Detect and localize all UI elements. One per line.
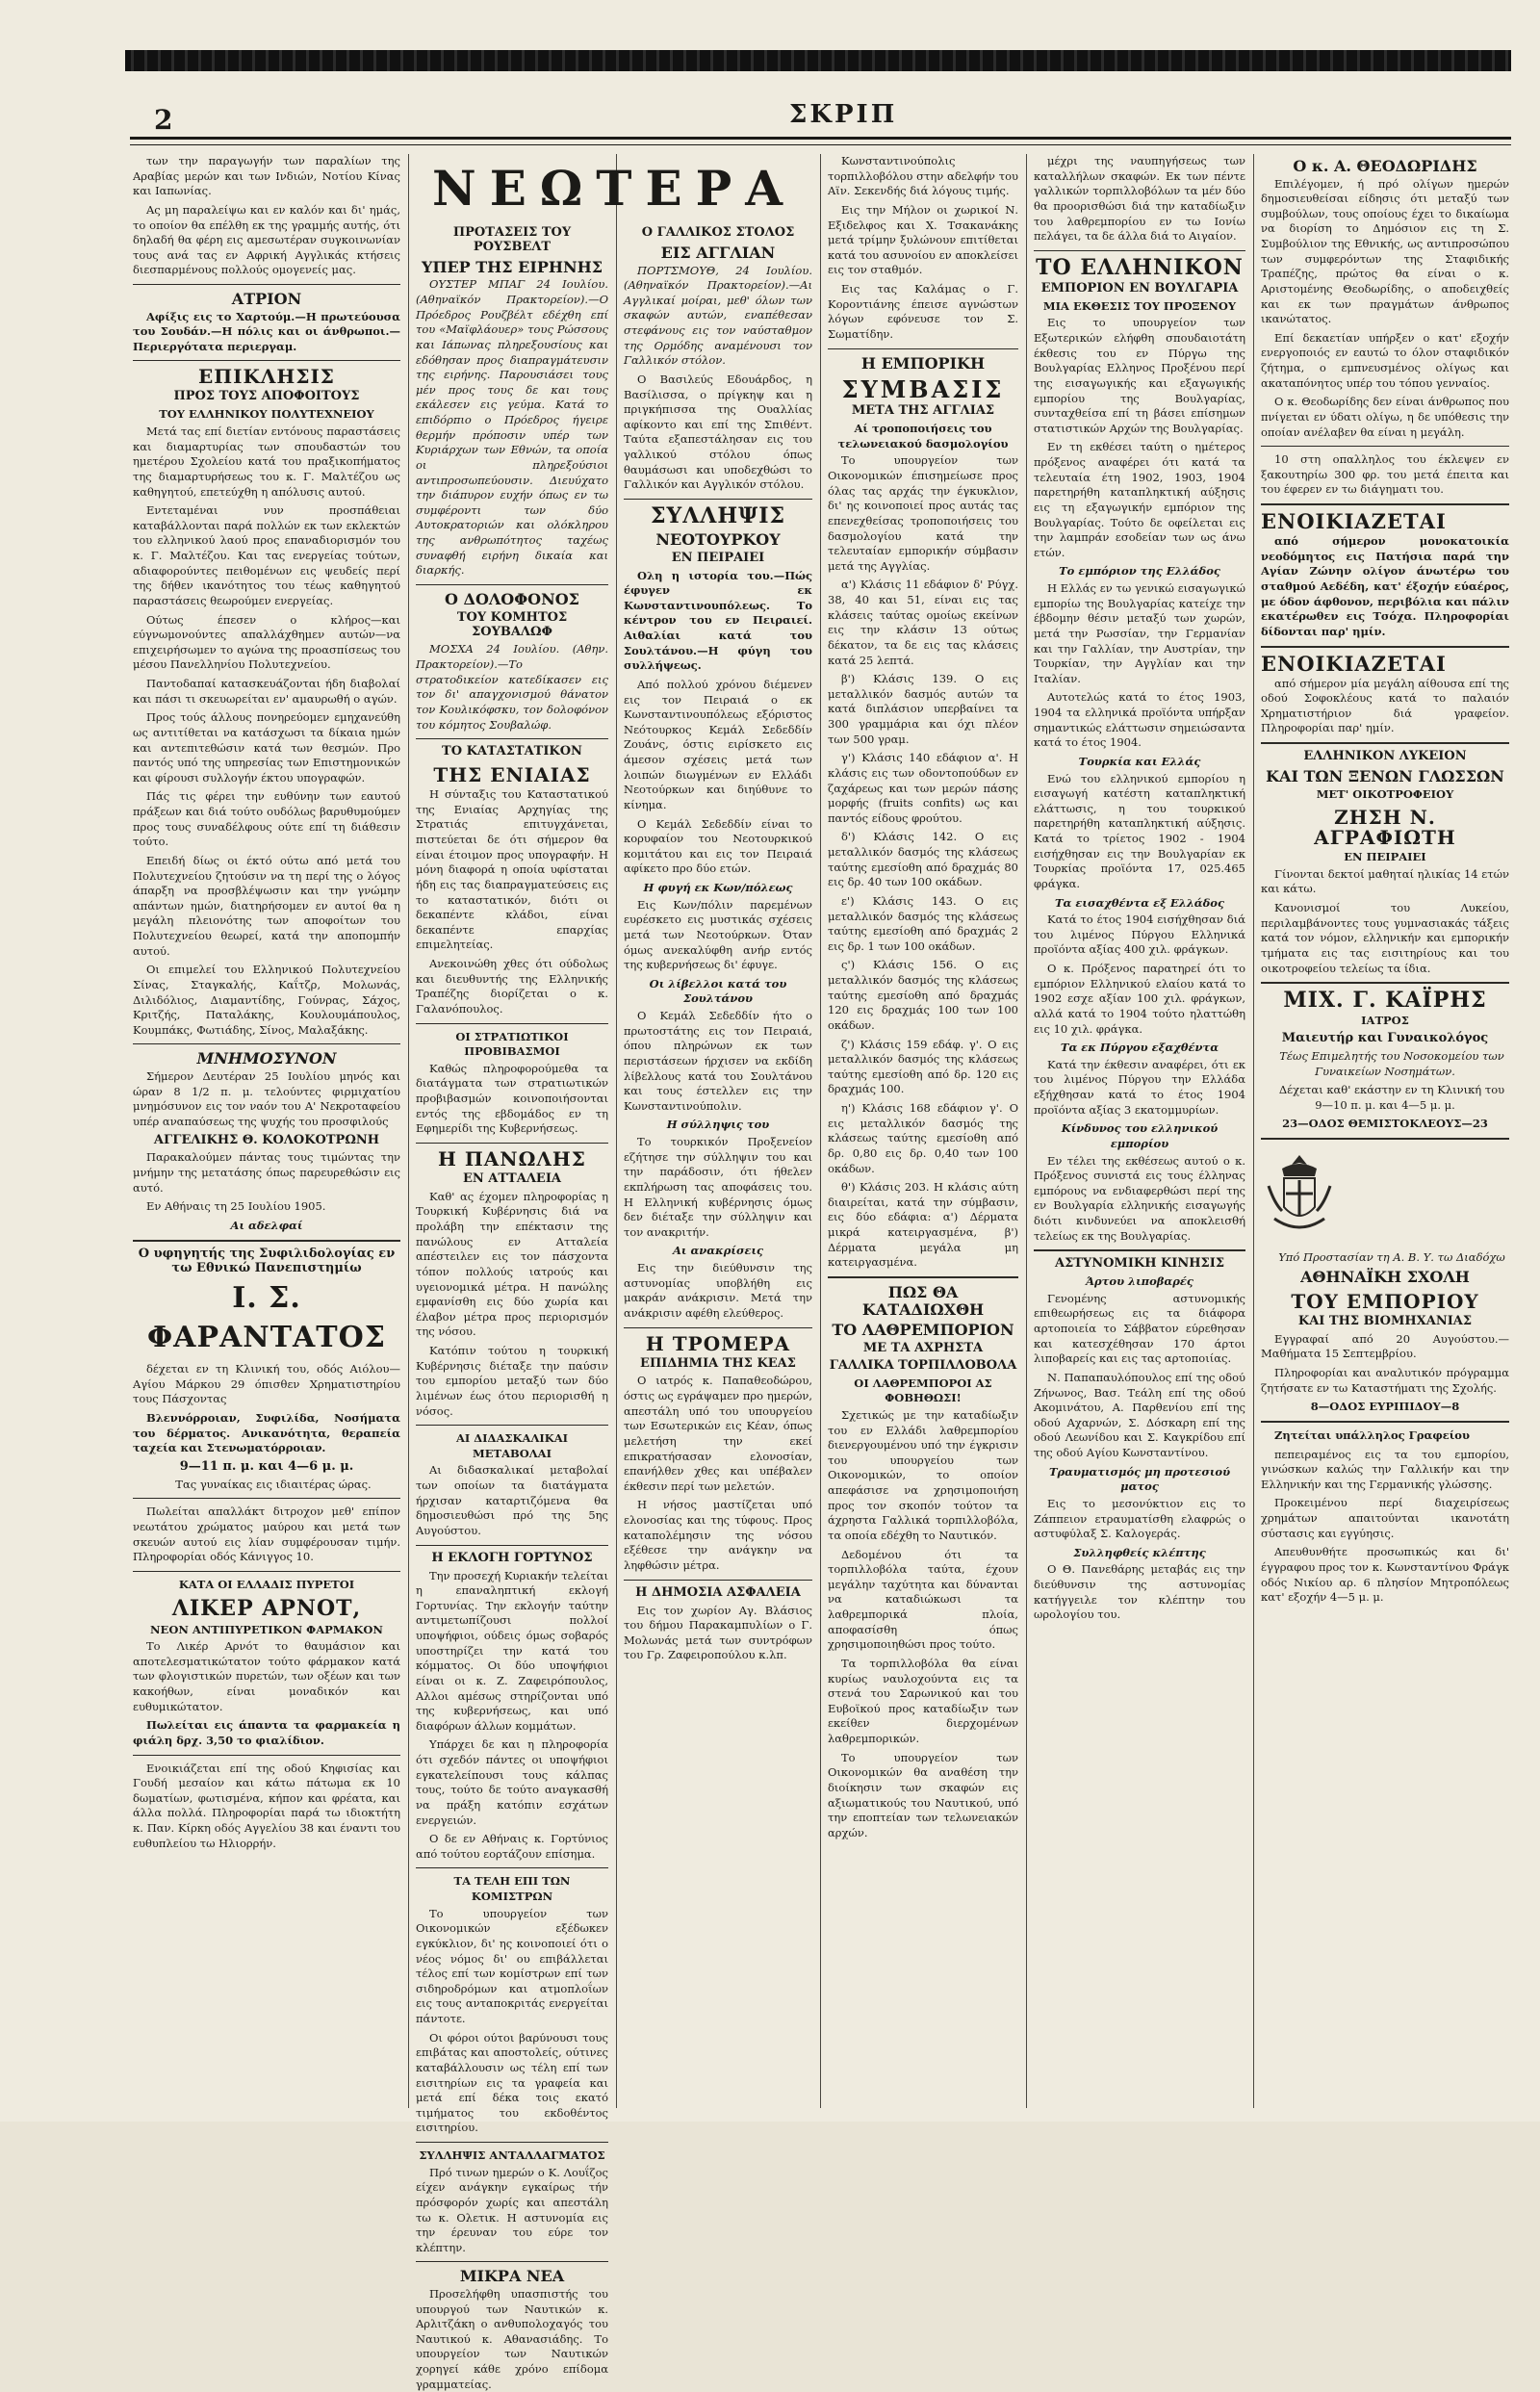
article-text: Προς τούς άλλους πονηρεύομεν εμηχανεύθη ως αντιτίθεται να κατάσχωσι τα δίκαια ημών και αντεπιτεθώσιν κατά των θεσμών. Προ παντός υπό της υπηρεσίας των Επιστημονικών και φίρουσι συλλογήν έκτου υπογραφών. [133,710,400,784]
article-text: Παρακαλούμεν πάντας τους τιμώντας την μνήμην της μετατάσης όπως παρευρεθώσιν εις αυτό. [133,1150,400,1195]
column-5 [1034,154,1245,2108]
section-subtitle: ΕΠΙΔΗΜΙΑ ΤΗΣ ΚΕΑΣ [640,1355,796,1371]
section-subtitle: Αι ανακρίσεις [672,1244,764,1258]
article-text: Εις τας Καλάμας ο Γ. Κοροντιάνης έπεισε αγνώστων λόγων εφόνευσε τον Σ. Σωματίδην. [828,282,1018,341]
section-subtitle: ΟΙ ΛΑΘΡΕΜΠΟΡΟΙ ΑΣ ΦΟΒΗΘΩΣΙ! [854,1376,992,1405]
section-subtitle: ΜΕ ΤΑ ΑΧΡΗΣΤΑ [862,1340,984,1355]
section-subtitle: Οι λίβελλοι κατά του Σουλτάνου [649,976,787,1006]
ad-title: ΕΛΛΗΝΙΚΟΝ ΛΥΚΕΙΟΝ [1303,749,1467,764]
article-text: Από πολλού χρόνου διέμενεν εις τον Πειραιά ο εκ Κωνσταντινουπόλεως εξόριστος Νεότουρκος Κεμάλ Σεδεδδίν Ζουάνς, όστις ειρίσκετο εις άμεσον σχέσεις μετά των λοιπών διωγμένων εν Ελλάδι Νεοτούρκων και διηύθυνε το κίνημα. [624,677,812,811]
article-text: Καθ' ας έχομεν πληροφορίας η Τουρκική Κυβέρνησις διά να προλάβη την επέκτασιν της πανώλους εν Ατταλεία απέστειλεν εις τον πάσχοντα τόπον πολλούς ιατρούς και υγειονομικά μέτρα. Η πανώλης εμφανίσθη εις δύο χωρία και έλαβον μέτρα προς περιορισμόν της νόσου. [416,1189,608,1339]
article-text: Ενώ του ελληνικού εμπορίου η εισαγωγή κατέστη καταπληκτική ελάττωσις, η του τουρκικού παρετηρήθη καταπληκτική αύξησις. Κατά το τρίετος 1902 - 1904 εισήχθησαν εις την Βουλγαρίαν εκ Τουρκίας προϊόντα 17, 025.465 φράγκα. [1034,771,1245,890]
article-text: Κωνσταντινούπολις τορπιλλοβόλου στην αδελφήν του Αϊν. Σεκενδής διά λόγους τιμής. [828,154,1018,198]
section-subtitle: Άρτου λιποβαρές [1086,1274,1194,1289]
section-subtitle: Τουρκία και Ελλάς [1078,754,1201,768]
article-text: Σήμερον Δευτέραν 25 Ιουλίου μηνός και ώραν 8 1/2 π. μ. τελούντες φιρμιχατίου μνημόσυνον εις τον ναόν του Α' Νεκροταφείου υπέρ αναπαύσεως της ψυχής του προσφιλούς [133,1069,400,1128]
article-text: Κατά το έτος 1904 εισήχθησαν διά του λιμένος Πύργου Ελληνικά προϊόντα αξίας 400 χιλ. φράγκων. [1034,913,1245,957]
ad-subtitle: ΚΑΙ ΤΗΣ ΒΙΟΜΗΧΑΝΙΑΣ [1297,1313,1473,1328]
article-text: Ο κ. Θεοδωρίδης δεν είναι άνθρωπος που πνίγεται εν ύδατι ολίγω, η δε υπόθεσις την οποίαν ανέλαβεν θα είναι η μεγάλη. [1261,395,1509,439]
column-1 [133,154,400,2108]
article-text: Εις το μεσονύκτιον εις το Ζάππειον ετραυματίσθη ελαφρώς ο αστυφύλαξ Σ. Καλογεράς. [1034,1496,1245,1541]
article-text: ε') Κλάσις 143. Ο εις μεταλλικόν δασμός της κλάσεως ταύτης εμεσίοθη από δραχμάς 2 εις δρ. 1 των 100 οκάδων. [828,893,1018,953]
article-text: Αι διδασκαλικαί μεταβολαί των οποίων τα διατάγματα ήρχισαν καταρτιζόμενα θα δημοσιευθώσι πρό της 5ης Αυγούστου. [416,1463,608,1537]
article-text: ΜΟΣΧΑ 24 Ιουλίου. (Αθην. Πρακτορείον).—Το στρατοδικείον κατεδίκασεν εις τον δι' απαγχονισμού θάνατον τον Κουλικόφσκυ, τον δολοφόνον του κόμητος Σουβαλώφ. [416,642,608,732]
article-text: Ο Θ. Πανεθάρης μεταβάς εις την διεύθυνσιν της αστυνομίας κατήγγειλε τον κλέπτην του ωρολογίου του. [1034,1562,1245,1622]
article-text: Εις την διεύθυνσιν της αστυνομίας υποβλήθη εις μακράν ανάκρισιν. Μετά την ανάκρισιν αφέθη ελεύθερος. [624,1261,812,1320]
section-title: Ο ΔΟΛΟΦΟΝΟΣ [445,589,579,608]
column-rule [1253,154,1254,2108]
article-text: Εν τη εκθέσει ταύτη ο ημέτερος πρόξενος αναφέρει ότι κατά τα τελευταία έτη 1902, 1903, 1904 παρετηρήθη καταπληκτική αύξησις εις τη εξαγωγικήν εμπόριον της Βουλγαρίας. Τούτο δε οφείλεται εις την λαμπράν εσοδείαν των ως άνω ετών. [1034,440,1245,559]
ad-text: Κανονισμοί του Λυκείου, περιλαμβάνοντες τους γυμνασιακάς τάξεις κατά τον νόμον, ελληνικήν και εμπορικήν τμήματα εις τας εισιτηρίους και του οικοτροφείου τελείως τα ίδια. [1261,901,1509,975]
article-text: Εις Κων/πόλιν παρεμένων ευρέσκετο εις μυστικάς σχέσεις μετά των Νεοτούρκων. Όταν όμως ανεκαλύφθη ανήρ εντός της κυβερνήσεως δι' έφυγε. [624,897,812,972]
ad-intro: Υπό Προστασίαν τη Α. Β. Υ. τω Διαδόχω [1278,1249,1505,1264]
article-text: Επειδή δίως οι έκτό ούτω από μετά του Πολυτεχνείου ζητούσιν να τη περί της ο λόγος άπαρξη να προσβλέψωσιν και την γνώμην απάντων ημών, διατηρήσομεν εν αυτοί θα η μεγάλη πλειονότης των αποφοίτων του Πολυτεχνείου θεωρεί, κατά την αποπομπήν αυτού. [133,853,400,958]
section-subtitle: ΜΙΑ ΕΚΘΕΣΙΣ ΤΟΥ ΠΡΟΞΕΝΟΥ [1042,298,1237,313]
section-title: Ο κ. Α. ΘΕΟΔΩΡΙΔΗΣ [1293,157,1477,175]
article-text: α') Κλάσις 11 εδάφιον δ' Ρύγχ. 38, 40 και 51, είναι εις τας κλάσεις ταύτας ομοίως εκείνων εις την κλάσιν 13 ούτως δέκατον, τα δε εις τας κλάσεις κατά 25 λεπτά. [828,578,1018,667]
article-text: Ο κ. Πρόξενος παρατηρεί ότι το εμπόριον Ελληνικού ελαίου κατά το 1902 εσχε αξίαν 100 χιλ. φράγκων, αλλά κατά το 1904 τούτο ηλαττώθη εις 10 χιλ. φράγκα. [1034,962,1245,1036]
section-subtitle: Η σύλληψις του [666,1118,770,1132]
ad-hours: 9—11 π. μ. και 4—6 μ. μ. [179,1458,354,1474]
column-rule [408,154,409,2108]
article-text: Σχετικώς με την καταδίωξιν του εν Ελλάδι λαθρεμπορίου διενεργουμένου υπό την έγκρισιν του υπουργείου των Οικονομικών, το οποίον απεφάσισε να χρησιμοποιήση προς τον σκοπόν τούτον τα άχρηστα Γαλλικά τορπιλλοβόλα, τα οποία εδέχθη το Ναυτικόν. [828,1407,1018,1542]
ad-text: από σήμερον μία μεγάλη αίθουσα επί της οδού Σοφοκλέους κατά το παλαιόν Χρηματιστήριον διά γραφείον. Πληροφορίαι παρ' ημίν. [1261,676,1509,735]
ad-subtitle: ΜΕΤ' ΟΙΚΟΤΡΟΦΕΙΟΥ [1316,786,1454,801]
article-text: Υπάρχει δε και η πληροφορία ότι σχεδόν πάντες οι υποψήφιοι εγκατελείπουσι τους κάλπας τους, τούτο δε τούτο αναγκασθή να πράξη κατόπιν εσχάτων ενεργειών. [416,1737,608,1827]
article-text: Γενομένης αστυνομικής επιθεωρήσεως εις τα διάφορα αρτοποιεία το Σάββατον εύρεθησαν και κατεσχέθησαν 170 άρτοι λιποβαρείς και εις τας αρτοποιίας. [1034,1291,1245,1366]
article-text: Πάς τις φέρει την ευθύνην των εαυτού πράξεων και διά τούτο ουδόλως βαρυθυμούμεν προς τους συναδέλφους ούτε επί τη διάθεσιν τούτο. [133,789,400,849]
ad-text: Απευθυνθήτε προσωπικώς και δι' έγγραφου προς τον κ. Κωνσταντίνου Φράγκ οδός Νικίου αρ. 6 πλησίον Μητροπόλεως κατ' εξοχήν 4—5 μ. μ. [1261,1545,1509,1605]
article-text: γ') Κλάσις 140 εδάφιον α'. Η κλάσις εις των οδοντοπούδων εν ζαχάρεως και των μερών πάσης μορφής (fruits confits) ως και παντός είδους φρούτου. [828,751,1018,825]
article-text: Το υπουργείον των Οικονομικών έπισημείωσε προς όλας τας αρχάς την έγκυκλιον, δι' ης κοινοποιεί προς αυτάς τας επενεχθείσας τροποποιήσεις του δασμολογίου κατά την τελευταίαν εμπορικήν σύμβασιν μετά της Αγγλίας. [828,453,1018,573]
article-text: ΠΟΡΤΣΜΟΥΘ, 24 Ιουλίου. (Αθηναϊκόν Πρακτορείον).—Αι Αγγλικαί μοίραι, μεθ' όλων των σκαφών αυτών, εναπέθεσαν στεφάνους εις τον ναύσταθμον της Ορμόδης αναμένουσι τον Γαλλικόν στόλον. [624,263,812,368]
ad-title: ΑΘΗΝΑΪΚΗ ΣΧΟΛΗ [1300,1268,1470,1287]
column-3 [624,223,812,2108]
section-title: ΟΙ ΣΤΡΑΤΙΩΤΙΚΟΙ ΠΡΟΒΙΒΑΣΜΟΙ [455,1029,569,1059]
ad-text: Γίνονται δεκτοί μαθηταί ηλικίας 14 ετών και κάτω. [1261,866,1509,896]
ad-text: Ενοικιάζεται επί της οδού Κηφισίας και Γουδή μεσαίον και κάτω πάτωμα εκ 10 δωματίων, φωτισμένα, κήπον και φρέατα, και άλλα πολλά. Πληροφορίαι παρά τω ιδιοκτήτη κ. Παν. Κίρκη οδός Αγγελίου 38 και έναντι του ευθυπλείου τω Ηλιορρήν. [133,1761,400,1850]
ad-title: ΕΝΟΙΚΙΑΖΕΤΑΙ [1261,651,1447,676]
ad-text: από σήμερον μονοκατοικία νεοδόμητος εις Πατήσια παρά την Αγίαν Ζώνην ολίγον άνωτέρω του σταθμού Αεδέδη, κατ' έξοχήν εύαέρος, με όδον άφθονον, περιβόλια και πάλιν εκατέρωθεν εις Τσόχα. Πληροφορίαι δίδονται παρ' ημίν. [1261,534,1509,638]
ad-name: ΛΙΚΕΡ ΑΡΝΟΤ, [171,1596,362,1622]
article-text: Παντοδαπαί κατασκευάζονται ήδη διαβολαί και πάσι τι σκευωρείται εν' αμαυρωθή ο αγών. [133,677,400,706]
section-title: ΕΠΙΚΛΗΣΙΣ [198,365,335,389]
doctor-name: Ι. Σ. ΦΑΡΑΝΤΑΤΟΣ [147,1281,386,1355]
section-subtitle: ΕΝ ΑΤΤΑΛΕΙΑ [462,1170,561,1186]
section-title: ΣΥΜΒΑΣΙΣ [841,375,1005,404]
section-subtitle: ΤΟΥ ΚΟΜΗΤΟΣ ΣΟΥΒΑΛΩΦ [456,609,568,639]
doctor-name: ΜΙΧ. Γ. ΚΑΪΡΗΣ [1283,988,1487,1014]
doctor-specialty: Μαιευτήρ και Γυναικολόγος [1281,1030,1489,1045]
ad-text: Βλεννόρροιαν, Συφιλίδα, Νοσήματα του δέρματος. Ανικανότητα, θεραπεία ταχεία και Στενωματόρροιαν. [133,1410,400,1455]
section-title: ΤΟ ΕΛΛΗΝΙΚΟΝ [1036,254,1244,280]
ad-title: ΚΑΤΑ ΟΙ ΕΛΛΑΔΙΣ ΠΥΡΕΤΟΙ [178,1577,355,1591]
memorial-name: ΑΓΓΕΛΙΚΗΣ Θ. ΚΟΛΟΚΟΤΡΩΝΗ [153,1132,380,1147]
ad-text: Το Λικέρ Αρνότ το θαυμάσιον και αποτελεσματικώτατον τούτο φάρμακον κατά των φλογιστικών πυρετών, των οξέων και των κακοήθων, είναι μοναδικόν και ευθυμικώτατον. [133,1639,400,1713]
section-title: ΜΝΗΜΟΣΥΝΟΝ [196,1049,337,1068]
royal-crest-icon [1261,1151,1338,1240]
section-title: Η ΠΑΝΩΛΗΣ [438,1146,586,1170]
section-subtitle: ΕΜΠΟΡΙΟΝ ΕΝ ΒΟΥΛΓΑΡΙΑ [1040,280,1239,296]
section-subtitle: ΕΝ ΠΕΙΡΑΙΕΙ [671,550,765,565]
column-4 [828,154,1018,2108]
article-text: ζ') Κλάσις 159 εδάφ. γ'. Ο εις μεταλλικόν δασμός της κλάσεως ταύτης εμεσίοθη από δρ. 120 εις δραχμάς 100. [828,1037,1018,1096]
column-rule [616,154,617,2108]
ad-text: πεπειραμένος εις τα του εμπορίου, γινώσκων καλώς την Γαλλικήν και την Ελληνικήν και της Γερμανικής γλώσσης. [1261,1447,1509,1491]
article-text: Εν τέλει της εκθέσεως αυτού ο κ. Πρόξενος συνιστά εις τους έλληνας εμπόρους να ενδιαφερθώσι περί της εν Βουλγαρία ελληνικής εισαγωγής διότι κινδυνεύει να αποκλεισθή τελείως εκ της Βουλγαρίας. [1034,1153,1245,1243]
article-text: Αφίξις εις το Χαρτούμ.—Η πρωτεύουσα του Σουδάν.—Η πόλις και οι άνθρωποι.—Περιεργότατα περιεργαμ. [133,309,400,353]
ad-title: ΕΝΟΙΚΙΑΖΕΤΑΙ [1261,509,1447,534]
memorial-date: Εν Αθήναις τη 25 Ιουλίου 1905. [146,1199,326,1214]
article-text: Εις τον χωρίον Αγ. Βλάσιος του δήμου Παρακαμπυλίων ο Γ. Μολωνάς μετά των συντρόφων του Γρ. Ζαφειροπούλου κ.λπ. [624,1603,812,1662]
section-subtitle: Τραυματισμός μη προτεσιού ματος [1048,1464,1231,1494]
article-text: Επί δεκαετίαν υπήρξεν ο κατ' εξοχήν ενεργοποιός εν εαυτώ το όλον σταφιδικόν ζήτημα, ο εμπνευσμένος ολίγως και ακαταπόνητος υπέρ του τόπου γενναίος. [1261,330,1509,390]
section-subtitle: ΜΕΤΑ ΤΗΣ ΑΓΓΛΙΑΣ [851,403,995,419]
article-text: Την προσεχή Κυριακήν τελείται η επαναληπτική εκλογή Γορτυνίας. Την εκλογήν ταύτην αντιμετωπίζουσι πολλοί υποψήφιοι, ούδεις όμως σοβαρός υποστηρίζει την κατά του κόμματος. Οι δύο υποψήφιοι είναι οι κ. Ζ. Ζαφειρόπουλος, Αλλοι αμέσως στηρίζονται υπό της κυβερνήσεως, και υπό διαφόρων άλλων κομμάτων. [416,1568,608,1733]
ad-text: Πληροφορίαι και αναλυτικόν πρόγραμμα ζητήσατε εν τω Καταστήματι της Σχολής. [1261,1366,1509,1395]
masthead: ΣΚΡΙΠ [789,100,898,129]
section-subtitle: Τα εισαχθέντα εξ Ελλάδος [1055,895,1224,910]
article-text: Το υπουργείον των Οικονομικών θα αναθέση την διοίκησιν των σκαφών εις αξιωματικούς του Ναυτικού, υπό την εποπτείαν των τελωνειακών αρχών. [828,1750,1018,1839]
column-2 [416,223,608,2391]
ad-subtitle: ΕΝ ΠΕΙΡΑΙΕΙ [1344,850,1426,864]
ad-text: Πωλείται εις άπαντα τα φαρμακεία η φιάλη δρχ. 3,50 το φιαλίδιον. [133,1718,400,1747]
article-text: Οι φόροι ούτοι βαρύνουσι τους επιβάτας και αποστολείς, ούτινες καταβάλλουσιν ως τέλη επί των εισιτηρίων εις τα γραφεία και μετά επί δέκα τοις εκατό τιμήματος του εκδοθέντος εισιτηρίου. [416,2030,608,2135]
article-text: Αυτοτελώς κατά το έτος 1903, 1904 τα ελληνικά προϊόντα υπήρξαν σημαντικώς ελάττωσιν σημειώσαντα κατά το έτος 1904. [1034,690,1245,750]
section-subtitle: ΤΗΣ ΕΝΙΑΙΑΣ [433,763,591,787]
article-text: Ν. Παπαπαυλόπουλος επί της οδού Ζήνωνος, Βασ. Τεάλη επί της οδού Ακομινάτου, Α. Παρθενίου επί της οδού Αχαρνών, Σ. Δόσκαρη επί της οδού Λεωνίδου και Σ. Καγκρίδου επί της οδού Αγίου Κωνσταντίνου. [1034,1370,1245,1460]
ad-intro: Ο υφηγητής της Συφιλιδολογίας εν τω Εθνικώ Πανεπιστημίω [138,1246,396,1275]
article-text: Ο Κεμάλ Σεδεδδίν ήτο ο πρωτοστάτης εις τον Πειραιά, όπου πληρώνων εκ των περιστάσεων ήρχισεν να εκδίδη λίβελλους κατά του Σουλτάνου και τους έστελλεν εις την Κωνσταντινούπολιν. [624,1009,812,1113]
article-text: Η Ελλάς εν τω γενικώ εισαγωγικώ εμπορίω της Βουλγαρίας κατείχε την έβδομην θέσιν μεταξύ των χωρών, μετά την Ρωσσίαν, την Γερμανίαν και την Γαλλίαν, την Αυστρίαν, την Τουρκίαν, την Αγγλίαν και την Ιταλίαν. [1034,581,1245,685]
article-text: Το υπουργείον των Οικονομικών εξέδωκεν εγκύκλιον, δι' ης κοινοποιεί ότι ο νέος νόμος δι' ου επιβάλλεται τέλος επί των κομίστρων επί των σιδηροδρόμων και ατμοπλοΐων εις τους ανταποκριτάς ενεργείται πάντοτε. [416,1906,608,2025]
article-text: δ') Κλάσις 142. Ο εις μεταλλικόν δασμός της κλάσεως ταύτης εμεσίοθη από δραχμάς 80 εις δρ. 40 των 100 οκάδων. [828,830,1018,889]
memorial-sign: Αι αδελφαί [230,1218,303,1232]
ad-text: Δέχεται καθ' εκάστην εν τη Κλινική του 9—10 π. μ. και 4—5 μ. μ. [1278,1083,1505,1112]
section-title: ΜΙΚΡΑ ΝΕΑ [459,2267,565,2286]
section-title: ΤΟ ΛΑΘΡΕΜΠΟΡΙΟΝ [832,1321,1014,1340]
ad-text: Προκειμένου περί διαχειρίσεως χρημάτων απαιτούνται ικανοτάτη σύστασις και εγγύησις. [1261,1496,1509,1540]
page-number: 2 [154,104,173,136]
ad-text: δέχεται εν τη Κλινική του, οδός Αιόλου—Αγίου Μάρκου 29 όπισθεν Χρηματιστηρίου τους Πάσχοντας [133,1362,400,1406]
article-text: Οι επιμελεί του Ελληνικού Πολυτεχνείου Σίνας, Σταγκαλής, Καΐτζρ, Μολωνάς, Διλιδόλιος, Διαμαντίδης, Γούνρας, Σάχος, Κριτζής, Παταλάκης, Κουλουμάπουλος, Κουμπάκς, Φωτιάδης, Σίνος, Μαλαξάκης. [133,963,400,1037]
ad-address: 23—ΟΔΟΣ ΘΕΜΙΣΤΟΚΛΕΟΥΣ—23 [1282,1117,1488,1131]
section-subtitle: Η φυγή εκ Κων/πόλεως [643,881,793,895]
article-text: Ο ιατρός κ. Παπαθεοδώρου, όστις ως εγράψαμεν προ ημερών, απεστάλη υπό του υπουργείου των Εσωτερικών εις Κέαν, όπως μελετήση την εκεί επικρατήσασαν ελονοσίαν, επανήλθεν χθες και υπέβαλεν έκθεσιν περί των μελετών. [624,1374,812,1493]
article-text: Κατά την έκθεσιν αναφέρει, ότι εκ του λιμένος Πύργου την Ελλάδα εξήχθησαν κατά το έτος 1904 προϊόντα αξίας 3 εκατομμυρίων. [1034,1057,1245,1117]
ad-text: Πωλείται απαλλάκτ διτροχον μεθ' επίπον νεωτάτου χρώματος μαύρου και μετά των σκευών αυτού εις λίαν συμφέρουσαν τιμήν. Πληροφορίαι οδός Κάνιγγος 10. [133,1505,400,1564]
doctor-title: ΙΑΤΡΟΣ [1361,1014,1409,1028]
article-text: θ') Κλάσις 203. Η κλάσις αύτη διαιρείται, κατά την σύμβασιν, εις δύο εδάφια: α') Δέρματα μικρά κατειργασμένα, β') Δέρματα μεγάλα μη κατειργασμένα. [828,1180,1018,1270]
column-6 [1261,154,1509,2108]
article-text: των την παραγωγήν των παραλίων της Αραβίας μερών και των Ινδιών, Νοτίου Κίνας και Ιαπωνίας. [133,154,400,198]
section-subtitle: ΠΡΟΣ ΤΟΥΣ ΑΠΟΦΟΙΤΟΥΣ [173,389,360,404]
section-subtitle: Αί τροποποιήσεις του τελωνειακού δασμολογίου [837,422,1009,450]
article-text: ς') Κλάσις 156. Ο εις μεταλλικόν δασμός της κλάσεως ταύτης εμεσίοθη από δραχμάς 120 εις δραχμάς 100 των 100 οκάδων. [828,958,1018,1032]
ad-subtitle: ΤΟΥ ΕΜΠΟΡΙΟΥ [1291,1289,1479,1313]
column-rule [820,154,821,2108]
section-title: Ο ΓΑΛΛΙΚΟΣ ΣΤΟΛΟΣ [641,225,795,240]
article-text: Πρό τινων ημερών ο Κ. Λουΐζος είχεν ανάγκην εγκαίρως τήν πρόσφορόν χωρίς και απεστάλη τω κ. Ολετικ. Η αστυνομία εις την έρευναν του εύρε τον κλέπτην. [416,2165,608,2254]
top-band [125,50,1511,71]
section-title: ΣΥΛΛΗΨΙΣ ΑΝΤΑΛΛΑΓΜΑΤΟΣ [419,2148,605,2162]
article-text: Εντεταμέναι νυν προσπάθειαι καταβάλλονται παρά πολλών εκ των εκλεκτών του ελληνικού λαού προς επαναδιορισμόν του κ. Γ. Μαλτέζου. Και τας ενεργείας τούτων, αδιαφορούντες πειθομένων εις ψευδείς περί της δήθεν ικανότητος του τέως καθηγητού παραστάσεις θεωρούμεν ενεργείας. [133,503,400,607]
article-text: Εις το υπουργείον των Εξωτερικών ελήφθη σπουδαιοτάτη έκθεσις του εν Πύργω της Βουλγαρίας Ελληνος Προξένου περί της εισαγωγικής και εξαγωγικής εμπορίου της Βουλγαρίας, συνταχθείσα επί τη βάσει επίσημων στατιστικών Αρχών της Βουλγαρίας. [1034,316,1245,435]
article-text: β') Κλάσις 139. Ο εις μεταλλικόν δασμός αυτών τα κατά διπλάσιον υπερβαίνει τα 300 γραμμάρια και όχι πλέον των 500 γραμ. [828,672,1018,746]
section-title: ΤΟ ΚΑΤΑΣΤΑΤΙΚΟΝ [442,744,582,759]
section-title: ΣΥΛΛΗΨΙΣ [650,502,786,528]
section-title: ΠΩΣ ΘΑ ΚΑΤΑΔΙΩΧΘΗ [861,1282,985,1319]
ad-name: ΖΗΣΗ Ν. ΑΓΡΑΦΙΩΤΗ [1314,806,1456,850]
section-title: Η ΕΜΠΟΡΙΚΗ [860,353,986,373]
neotera-banner: ΝΕΩΤΕΡΑ [431,160,797,217]
article-text: Εις την Μήλον οι χωρικοί Ν. Εξιδελφος και Χ. Τσακανάκης μετά τρίμην ξυλώνουν επιτίθεται κατά του ασυνοίου εν αποκλείσει εις τον σταθμόν. [828,202,1018,277]
section-title: ΑΣΤΥΝΟΜΙΚΗ ΚΙΝΗΣΙΣ [1054,1256,1225,1272]
ad-text: Τας γυναίκας εις ιδιαιτέρας ώρας. [175,1477,372,1491]
ad-address: 8—ΟΔΟΣ ΕΥΡΙΠΙΔΟΥ—8 [1310,1400,1460,1414]
section-subtitle: Τα εκ Πύργου εξαχθέντα [1060,1041,1219,1055]
header-rule [130,137,1511,140]
article-text: Δεδομένου ότι τα τορπιλλοβόλα ταύτα, έχουν μεγάλην ταχύτητα και δύνανται να καταδιώκωσι τα λαθρεμπορικά πλοία, αποφασίσθη όπως χρησιμοποιηθώσι προς τούτο. [828,1547,1018,1652]
section-subtitle: Το εμπόριον της Ελλάδος [1059,564,1220,579]
article-text: Η νήσος μαστίζεται υπό ελονοσίας και της τύφους. Προς καταπολέμησιν της νόσου εξέθεσε την ανάγκην να ληφθώσιν μέτρα. [624,1498,812,1572]
ad-subtitle: ΝΕΟΝ ΑΝΤΙΠΥΡΕΤΙΚΟΝ ΦΑΡΜΑΚΟΝ [150,1622,383,1636]
article-text: 10 στη οπαλληλος του έκλεψεν εν ξακουτηρίω 300 φρ. του μετά έπειτα και του έφερεν εν τω διάγηματι του. [1261,452,1509,497]
article-text: Ούτως έπεσεν ο κλήρος—και εύγνωμονούντες απαλλάχθημεν αυτών—να επιχειρήσωμεν το αγώνα της προασπίσεως του μέσου Πανελληνίου Πολυτεχνείου. [133,612,400,672]
header-rule-thin [130,144,1511,145]
article-text: Ο Κεμάλ Σεδεδδίν είναι το κορυφαίον του Νεοτουρκικού κομιτάτου και εις τον Πειραιά αφίκετο προ δύο ετών. [624,816,812,876]
section-title: Η ΤΡΟΜΕΡΑ [645,1331,791,1355]
article-text: Προσελήφθη υπασπιστής του υπουργού των Ναυτικών κ. Αρλιτζάκη ο ανθυπολοχαγός του Ναυτικού κ. Αθανασιάδης. Το υπουργείον των Ναυτικών χορηγεί κάθε χρόνο επίδομα γραμματείας. [416,2286,608,2391]
section-subtitle: ΤΟΥ ΕΛΛΗΝΙΚΟΥ ΠΟΛΥΤΕΧΝΕΙΟΥ [159,407,374,422]
article-text: Μετά τας επί διετίαν εντόνους παραστάσεις και διαμαρτυρίας των σπουδαστών του ημετέρου Σχολείου κατά του πραξικοπήματος της διαμαρτυρήσεως του κ. Γ. Μαλτέζου ως καθηγητού, επετεύχθη η απόλυσις αυτού. [133,424,400,499]
article-text: Ο Βασιλεύς Εδουάρδος, η Βασίλισσα, ο πρίγκηψ και η πριγκήπισσα της Ουαλλίας αφίκοντο και επί της Σπιθέντ. Ταύτα εξαπεστάλησαν εις του γαλλικού στόλου όπως θαυμάσωσι και υποδεχθώσι το Γαλλικόν και Αγγλικόν στόλου. [624,372,812,492]
section-subtitle: ΥΠΕΡ ΤΗΣ ΕΙΡΗΝΗΣ [421,257,603,276]
section-subtitle: ΓΑΛΛΙΚΑ ΤΟΡΠΙΛΛΟΒΟΛΑ [829,1357,1017,1373]
article-text: Επιλέγομεν, ή πρό ολίγων ημερών δημοσιευθείσαι είδησις ότι μεταξύ των συμβούλων, τους οποίους έχει το δικαίωμα να διορίση το Δημόσιον εις τη Σ. Συμβούλιον της Εθνικής, ως αντιπροσώπου των συμφερόντων της Σταφιδικής Τραπέζης, πρώτος θα είναι ο κ. Αριστομένης Θεοδωρίδης, ο αποδειχθείς και εκ των πραγμάτων άνθρωπος ικανώτατος. [1261,176,1509,326]
ad-title: Ζητείται υπάλληλος Γραφείου [1274,1427,1470,1442]
article-text: Τα τορπιλλοβόλα θα είναι κυρίως ναυλοχούντα εις τα στενά του Σαρωνικού και του Ευβοϊκού προς καταδίωξιν των εκείθεν διερχομένων λαθρεμπορικών. [828,1656,1018,1745]
section-title: Η ΕΚΛΟΓΗ ΓΟΡΤΥΝΟΣ [431,1550,593,1565]
ad-text: Τέως Επιμελητής του Νοσοκομείου των Γυναικείων Νοσημάτων. [1279,1048,1504,1078]
section-title: Η ΔΗΜΟΣΙΑ ΑΣΦΑΛΕΙΑ [635,1584,801,1600]
article-text: Η σύνταξις του Καταστατικού της Ενιαίας Αρχηγίας της Στρατιάς επιτυγχάνεται, πιστεύεται δε ότι σήμερον θα είναι έτοιμον προς υπογραφήν. Η μόνη διαφορά η οποία υφίσταται ήδη εις τας διαπραγματεύσεις εις το καταστατικόν, διότι οι δεκαπέντε κλάδοι, είναι δεκαπέντε επαρχίας επιμελητείας. [416,787,608,952]
article-text: Ο δε εν Αθήναις κ. Γορτύνιος από τούτου εορτάζουν επίσημα. [416,1832,608,1861]
article-text: Το τουρκικόν Προξενείον εζήτησε την σύλληψιν του και την παράδοσιν, ότι ήθελεν εκπλήρωση τας αποφάσεις του. Η Ελληνική κυβέρνησις όμως δεν διέταξε την σύλληψιν και τον ανακριτήν. [624,1135,812,1239]
column-rule [1026,154,1027,2108]
article-text: Κατόπιν τούτου η τουρκική Κυβέρνησις διέταξε την παύσιν του εμπορίου μεταξύ των δύο λιμένων έως ότου περιορισθή η νόσος. [416,1344,608,1418]
section-subtitle: ΕΙΣ ΑΓΓΛΙΑΝ [660,243,776,262]
article-text: μέχρι της ναυπηγήσεως των καταλλήλων σκαφών. Εκ των πέντε γαλλικών τορπιλλοβόλων τα μέν δύο θα προορισθώσι διά την καταδίωξιν του λαθρεμπορίου εν τω Ιονίω πελάγει, τα δε άλλα διά το Αιγαίον. [1034,154,1245,244]
section-subtitle: Συλληφθείς κλέπτης [1073,1545,1206,1559]
article-lead: Ολη η ιστορία του.—Πώς έφυγεν εκ Κωνσταντινουπόλεως. Το κέντρον του εν Πειραιεί. Αιθαλίαι κατά του Σουλτάνου.—Η φύγη του συλλήψεως. [624,568,812,673]
article-text: Ανεκοινώθη χθες ότι ούδολως και διευθυντής της Ελληνικής Τραπέζης διορίζεται ο κ. Γαλανόπουλος. [416,957,608,1016]
section-subtitle: ΝΕΟΤΟΥΡΚΟΥ [655,530,781,549]
article-text: Ας μη παραλείψω και εν καλόν και δι' ημάς, το οποίον θα επέλθη εκ της γραμμής αυτής, ότι δηλαδή θα φέρη εις αμεσωτέραν συγκοινωνίαν τους ανά τας εν Αφρική Αγγλικάς κτήσεις διεσπαρμένους πολλούς ομογενείς μας. [133,202,400,277]
section-title: ΤΑ ΤΕΛΗ ΕΠΙ ΤΩΝ ΚΟΜΙΣΤΡΩΝ [453,1874,571,1903]
section-title: ΠΡΟΤΑΣΕΙΣ ΤΟΥ ΡΟΥΣΒΕΛΤ [452,225,572,254]
ad-text: Εγγραφαί από 20 Αυγούστου.—Μαθήματα 15 Σεπτεμβρίου. [1261,1331,1509,1361]
section-title: ΑΙ ΔΙΔΑΣΚΑΛΙΚΑΙ ΜΕΤΑΒΟΛΑΙ [455,1431,569,1460]
article-text: η') Κλάσις 168 εδάφιον γ'. Ο εις μεταλλικόν δασμός της κλάσεως ταύτης εμεσίοθη από δρ. 0,80 εις δρ. 0,40 των 100 οκάδων. [828,1101,1018,1175]
article-text: ΟΥΣΤΕΡ ΜΠΑΓ 24 Ιουλίου. (Αθηναϊκόν Πρακτορείον).—Ο Πρόεδρος Ρουζβέλτ εδέχθη επί του «Μαϊφλάουερ» τους Ρώσσους και Ιάπωνας πληρεξουσίους και εδόθησαν προς διαπραγμάτευσιν της ειρήνης. Παρουσιάσει τους μέν προς τους δε και τους εκάλεσεν εις γεύμα. Κατά το επιδόρπιο ο Πρόεδρος ήγειρε θερμήν πρόποσιν υπέρ των Κυριάρχων των Εθνών, τα οποία οι πληρεξούσιοι αντιπροσωπεύουσιν. Διευύχατο την διάπυρον ευχήν όπως εν τω συμφέροντι των δύο Αυτοκρατοριών και ολόκληρου της ανθρωπότητος ταχέως συναφθή ειρήνη δικαία και διαρκής. [416,277,608,578]
article-text: Καθώς πληροφορούμεθα τα διατάγματα των στρατιωτικών προβιβασμών κοινοποιήσονται εντός της εβδομάδος εν τη Εφημερίδι της Κυβερνήσεως. [416,1061,608,1136]
ad-subtitle: ΚΑΙ ΤΩΝ ΞΕΝΩΝ ΓΛΩΣΣΩΝ [1266,767,1504,785]
section-subtitle: Κίνδυνος του ελληνικού εμπορίου [1061,1121,1219,1150]
section-title: ΑΤΡΙΟΝ [231,290,302,308]
